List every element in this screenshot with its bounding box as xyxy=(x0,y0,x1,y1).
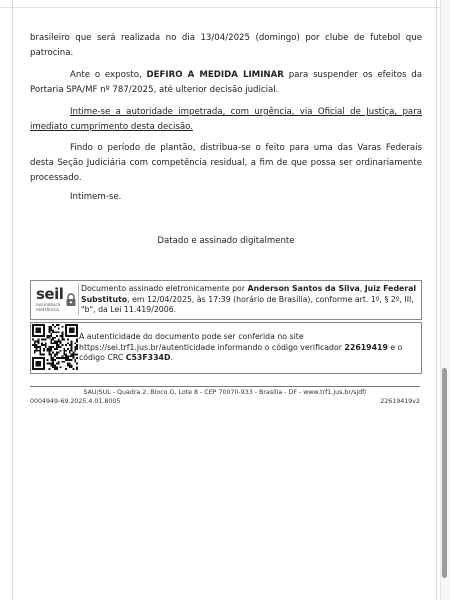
signature-statement: Documento assinado eletronicamente por Anderson Santos da Silva, Juiz Federal Substituto, em 12/04/2025, às 17:39 (horário de Brasília), conforme art. 1º, § 2º, III, "b", da Lei 11.419/2006. xyxy=(81,284,417,314)
scrollbar-thumb[interactable] xyxy=(442,368,447,578)
footer-divider xyxy=(30,386,420,387)
verification-statement: A autenticidade do documento pode ser conferida no site https://sei.trf1.jus.br/autenticidade informando o código verificador 22619419 e o código CRC C53F334D. xyxy=(79,332,403,362)
authenticity-verification-box xyxy=(30,322,422,374)
signer-role: Juiz Federal Substituto xyxy=(81,284,417,304)
paragraph-distribution: Findo o período de plantão, distribua-se o feito para uma das Varas Federais desta Seção Judiciária com competência residual, a fim de que possa ser ordinariamente processado. xyxy=(30,143,422,183)
crc-code: C53F334D xyxy=(125,353,171,362)
sei-signature-logo xyxy=(33,283,79,315)
decision-details: para suspender os efeitos da Portaria SPA/MF nº 787/2025, até ulterior decisão judicial. xyxy=(30,70,423,95)
footer-document-id: 22619419v2 xyxy=(380,398,420,405)
footer-process-number: 0004949-69.2025.4.01.8005 xyxy=(30,398,121,405)
page-right-edge xyxy=(436,0,437,600)
signer-name: Anderson Santos da Silva xyxy=(247,284,360,293)
paragraph-intimem: Intimem-se. xyxy=(70,192,122,202)
decision-intro: Ante o exposto, xyxy=(70,70,147,80)
sei-logo-word: seil xyxy=(36,285,64,303)
decision-ruling: DEFIRO A MEDIDA LIMINAR xyxy=(146,70,284,80)
paragraph-intimation xyxy=(30,105,422,135)
paragraph-decision xyxy=(30,68,422,98)
electronic-signature-box xyxy=(30,280,422,320)
verifier-code: 22619419 xyxy=(344,342,388,352)
qr-code-icon[interactable] xyxy=(32,324,78,370)
signed-digitally-label: Datado e assinado digitalmente xyxy=(157,236,295,246)
page-left-edge xyxy=(12,0,13,600)
footer-address: SAU/SUL - Quadra 2, Bloco G, Lote 8 - CEP 70070-933 - Brasília - DF - www.trf1.jus.br/sjdf/ xyxy=(83,389,367,396)
sei-logo-subtitle: assinatura eletrônica xyxy=(36,303,61,313)
intimation-text: Intime-se a autoridade impetrada, com urgência, via Oficial de Justiça, para imediato cumprimento desta decisão. xyxy=(30,107,422,132)
paragraph-continuation: brasileiro que será realizada no dia 13/04/2025 (domingo) por clube de futebol que patrocina. xyxy=(30,33,422,58)
page-top-edge xyxy=(0,7,450,8)
lock-icon xyxy=(65,292,77,311)
